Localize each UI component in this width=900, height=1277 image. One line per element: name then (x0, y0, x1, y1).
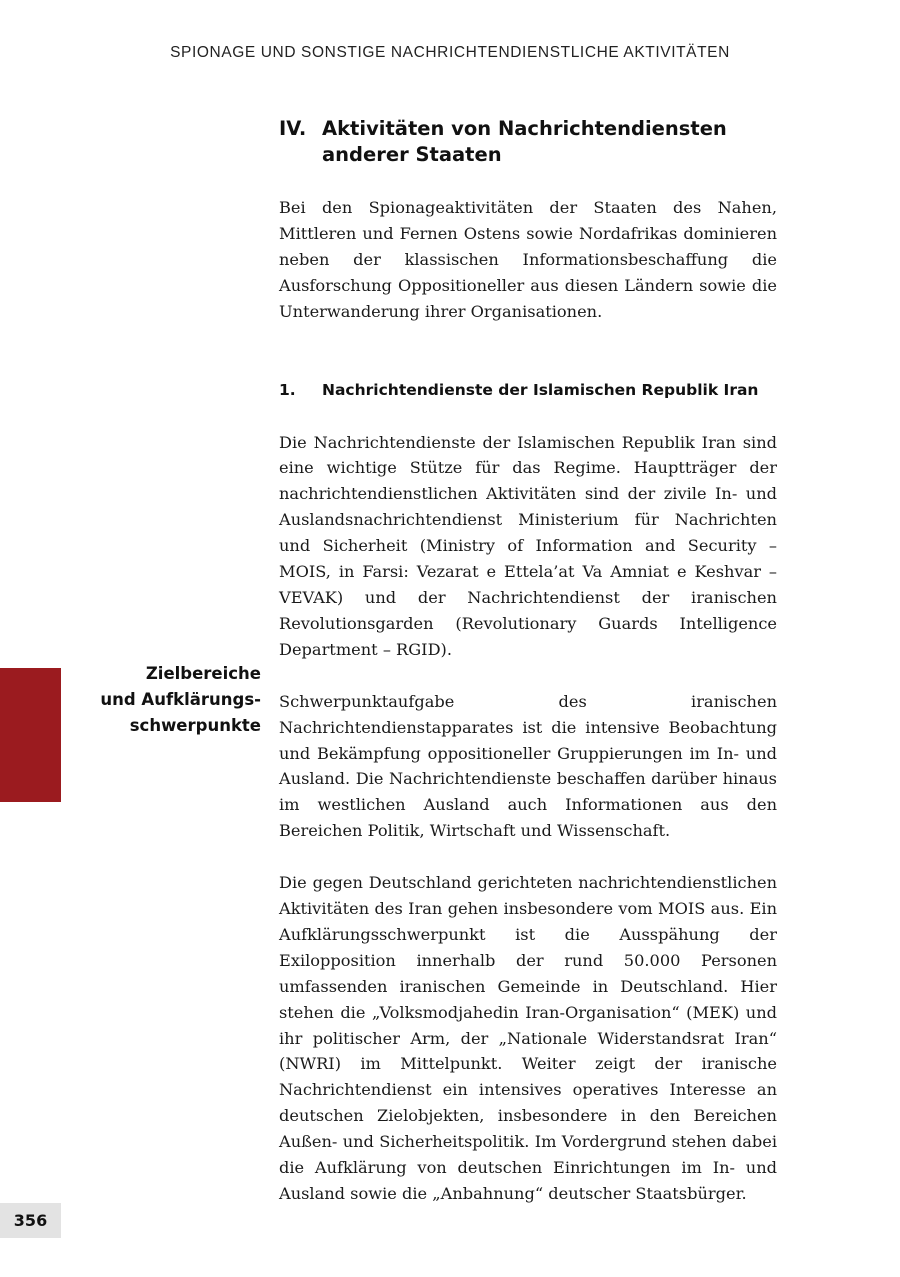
subsection-title: Nachrichtendienste der Islamischen Republik Iran (322, 380, 759, 399)
margin-note-line: Zielbereiche (145, 664, 261, 683)
subsection-heading (279, 377, 777, 403)
intro-paragraph: Bei den Spionageaktivitäten der Staaten des Nahen, Mittleren und Fernen Ostens sowie Nordafrikas dominieren neben der klassischen Informationsbeschaffung die Ausforschung Oppositioneller aus diesen Ländern sowie die Unterwanderung ihrer Organisationen. (279, 198, 777, 321)
margin-note (61, 661, 261, 739)
subsection-number: 1. (279, 380, 296, 399)
section-heading (279, 116, 777, 168)
body-paragraph: Schwerpunktaufgabe des iranischen Nachrichtendienstapparates ist die intensive Beobachtung und Bekämpfung oppositioneller Gruppierungen im In- und Ausland. Die Nachrichtendienste beschaffen darüber hinaus im westlichen Ausland auch Informationen aus den Bereichen Politik, Wirtschaft und Wissenschaft. (279, 691, 777, 841)
body-paragraph: Die Nachrichtendienste der Islamischen Republik Iran sind eine wichtige Stütze für das Regime. Hauptträger der nachrichtendienstlichen Aktivitäten sind der zivile In- und Auslandsnachrichtendienst Ministerium für Nachrichten und Sicherheit (Ministry of Information and Security – MOIS, in Farsi: Vezarat e Ettela’at Va Amniat e Keshvar – VEVAK) und der Nachrichtendienst der iranischen Revolutionsgarden (Revolutionary Guards Intelligence Department – RGID). (279, 432, 777, 659)
margin-note-line: und Aufklärungs- (100, 690, 261, 709)
section-number: IV. (279, 117, 307, 140)
section-title: Aktivitäten von Nachrichtendiensten anderer Staaten (322, 117, 727, 166)
main-content (279, 116, 777, 1207)
chapter-marker-bar (0, 668, 61, 802)
body-paragraph: Die gegen Deutschland gerichteten nachrichtendienstlichen Aktivitäten des Iran gehen insbesondere vom MOIS aus. Ein Aufklärungsschwerpunkt ist die Ausspähung der Exilopposition innerhalb der rund 50.000 Personen umfassenden iranischen Gemeinde in Deutschland. Hier stehen die „Volksmodjahedin Iran-Organisation“ (MEK) und ihr politischer Arm, der „Nationale Widerstandsrat Iran“ (NWRI) im Mittelpunkt. Weiter zeigt der iranische Nachrichtendienst ein intensives operatives Interesse an deutschen Zielobjekten, insbesondere in den Bereichen Außen- und Sicherheitspolitik. Im Vordergrund stehen dabei die Aufklärung von deutschen Einrichtungen im In- und Ausland sowie die „Anbahnung“ deutscher Staatsbürger. (279, 873, 777, 1203)
running-header: SPIONAGE UND SONSTIGE NACHRICHTENDIENSTLICHE AKTIVITÄTEN (170, 44, 730, 61)
page-number: 356 (0, 1203, 61, 1238)
margin-note-line: schwerpunkte (129, 716, 261, 735)
